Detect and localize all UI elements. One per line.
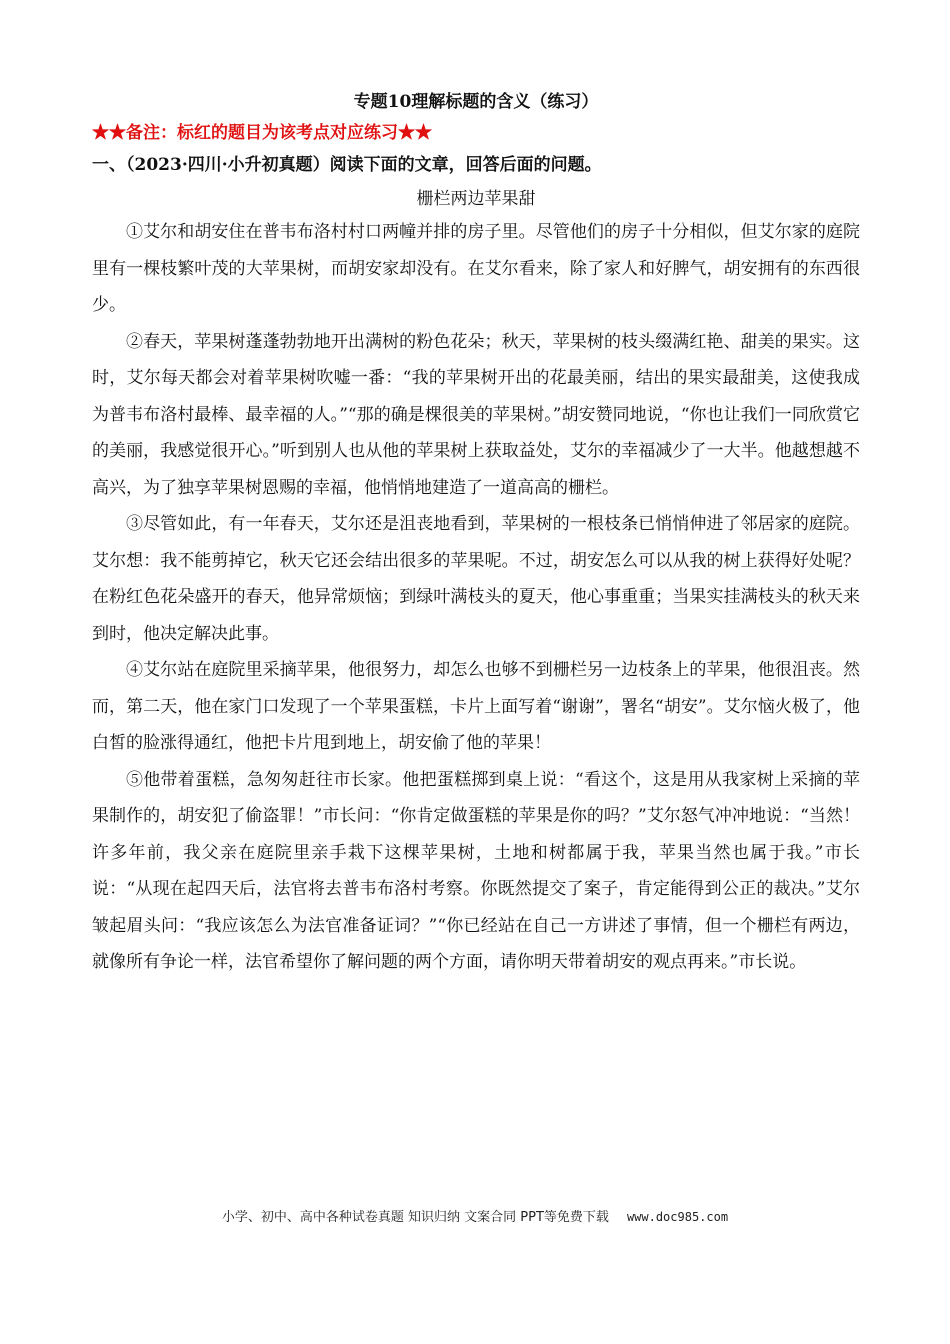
document-title: 专题10理解标题的含义（练习） (353, 92, 599, 112)
footer-text: 小学、初中、高中各种试卷真题 知识归纳 文案合同 PPT等免费下载 (221, 1210, 609, 1225)
document-page (92, 88, 860, 981)
question-heading: 一、（2023·四川·小升初真题）阅读下面的文章，回答后面的问题。 (92, 155, 602, 175)
footer-url[interactable]: www.doc985.com (626, 1210, 729, 1224)
paragraph-2: ②春天，苹果树蓬蓬勃勃地开出满树的粉色花朵；秋天，苹果树的枝头缀满红艳、甜美的果实。这时，艾尔每天都会对着苹果树吹嘘一番：“我的苹果树开出的花最美丽，结出的果实最甜美，这使我成为普韦布洛村最棒、最幸福的人。”“那的确是棵很美的苹果树。”胡安赞同地说，“你也让我们一同欣赏它的美丽，我感觉很开心。”听到别人也从他的苹果树上获取益处，艾尔的幸福减少了一大半。他越想越不高兴，为了独享苹果树恩赐的幸福，他悄悄地建造了一道高高的栅栏。 (92, 331, 860, 498)
paragraph-1: ①艾尔和胡安住在普韦布洛村村口两幢并排的房子里。尽管他们的房子十分相似，但艾尔家的庭院里有一棵枝繁叶茂的大苹果树，而胡安家却没有。在艾尔看来，除了家人和好脾气，胡安拥有的东西很少。 (92, 222, 860, 315)
article-title: 栅栏两边苹果甜 (416, 189, 536, 209)
page-footer (0, 1206, 950, 1225)
paragraph-4: ④艾尔站在庭院里采摘苹果，他很努力，却怎么也够不到栅栏另一边枝条上的苹果，他很沮丧。然而，第二天，他在家门口发现了一个苹果蛋糕，卡片上面写着“谢谢”，署名“胡安”。艾尔恼火极了，他白皙的脸涨得通红，他把卡片甩到地上，胡安偷了他的苹果！ (92, 660, 860, 753)
red-note: ★★备注：标红的题目为该考点对应练习★★ (92, 123, 432, 143)
paragraph-3: ③尽管如此，有一年春天，艾尔还是沮丧地看到，苹果树的一根枝条已悄悄伸进了邻居家的庭院。艾尔想：我不能剪掉它，秋天它还会结出很多的苹果呢。不过，胡安怎么可以从我的树上获得好处呢？在粉红色花朵盛开的春天，他异常烦恼；到绿叶满枝头的夏天，他心事重重；当果实挂满枝头的秋天来到时，他决定解决此事。 (92, 514, 860, 644)
paragraph-5: ⑤他带着蛋糕，急匆匆赶往市长家。他把蛋糕掷到桌上说：“看这个，这是用从我家树上采摘的苹果制作的，胡安犯了偷盗罪！”市长问：“你肯定做蛋糕的苹果是你的吗？”艾尔怒气冲冲地说：“当然！许多年前，我父亲在庭院里亲手栽下这棵苹果树，土地和树都属于我，苹果当然也属于我。”市长说：“从现在起四天后，法官将去普韦布洛村考察。你既然提交了案子，肯定能得到公正的裁决。”艾尔皱起眉头问：“我应该怎么为法官准备证词？”“你已经站在自己一方讲述了事情，但一个栅栏有两边，就像所有争论一样，法官希望你了解问题的两个方面，请你明天带着胡安的观点再来。”市长说。 (92, 769, 860, 972)
